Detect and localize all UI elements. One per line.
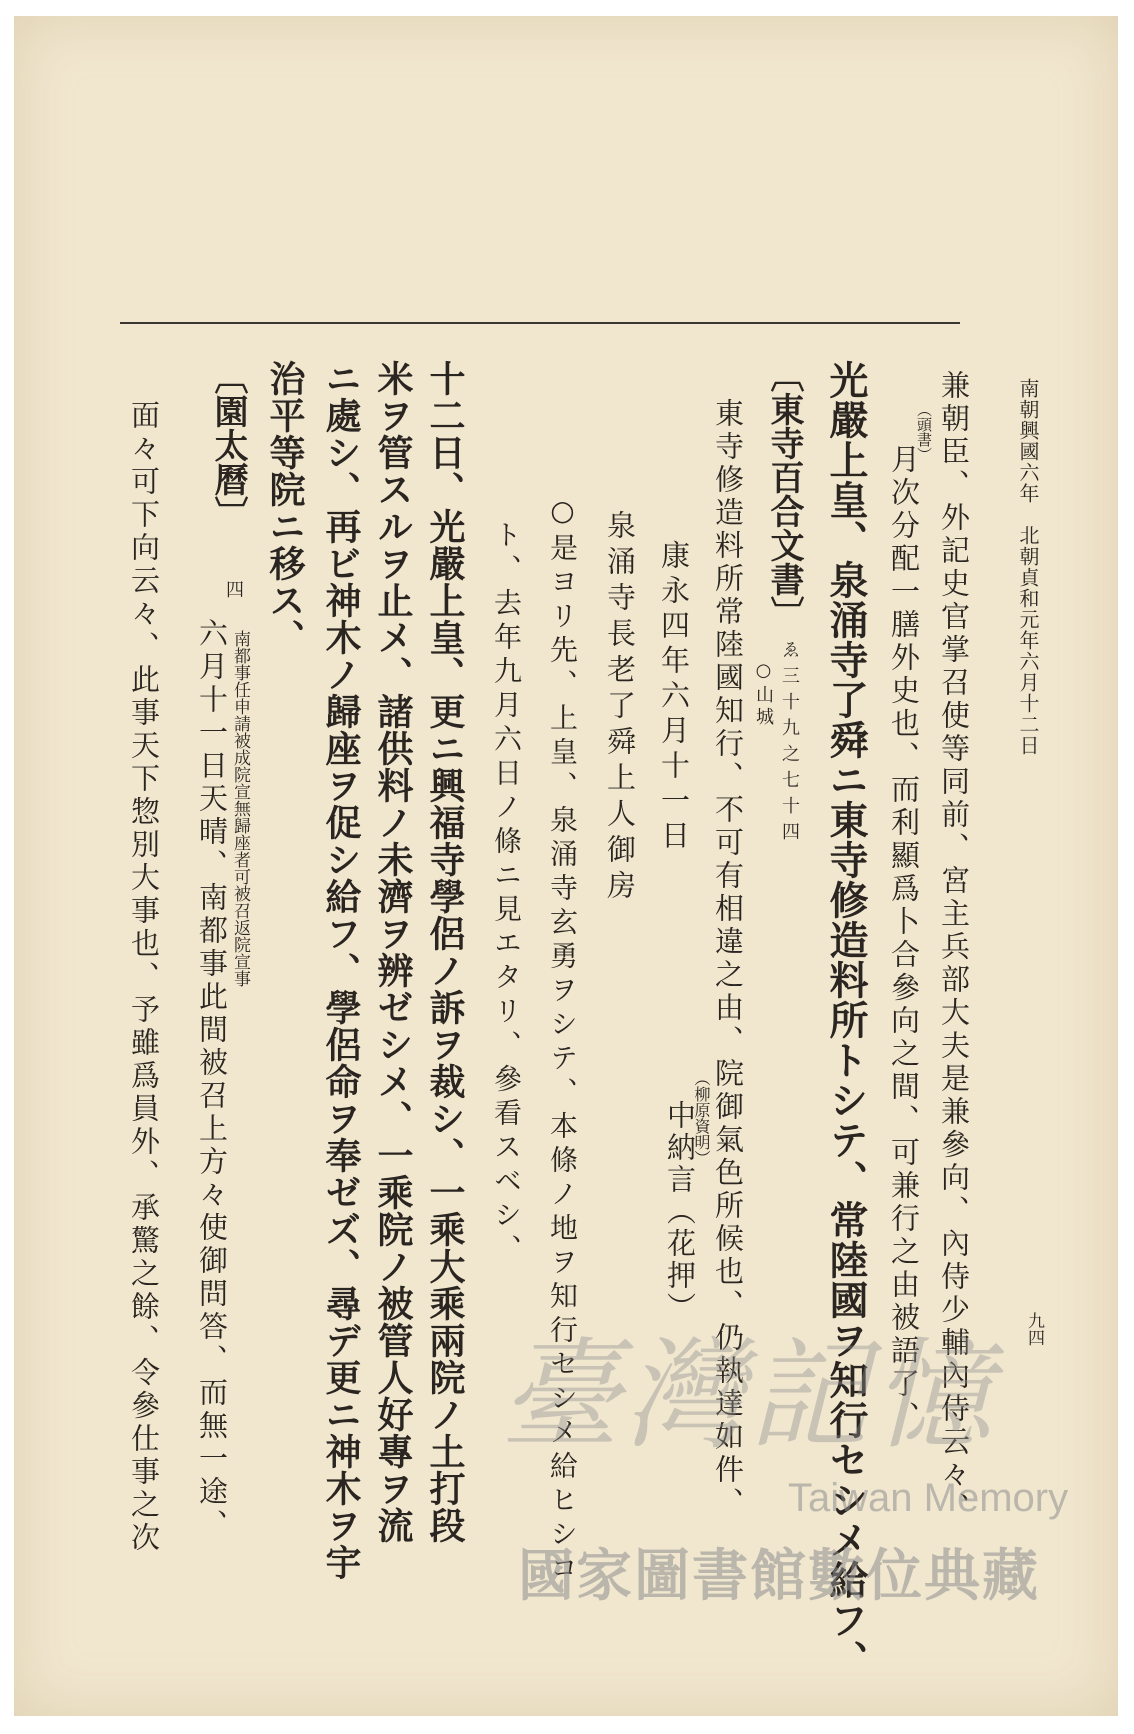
diary-line-1: 六月十一日天晴、南都事此間被召上方々使御問答、而無一途、	[195, 618, 229, 1542]
watermark-institution: 國家圖書館數位典藏	[518, 1544, 1040, 1609]
body-line-1: 兼朝臣、外記史官掌召使等同前、宮主兵部大夫是兼參向、內侍少輔內侍云々、	[937, 370, 971, 1525]
citation-toji-ref: ゑ三十九之七十四	[779, 640, 800, 848]
watermark-english: Taiwan Memory	[788, 1476, 1069, 1520]
note-head: （頭書）	[915, 402, 933, 462]
diary-line-2: 面々可下向云々、此事天下惣別大事也、予雖爲員外、承驚之餘、令參仕事之次	[127, 400, 161, 1555]
citation-sono-vol: 四	[223, 580, 244, 598]
citation-toji: 〔東寺百合文書〕	[764, 358, 804, 630]
signer-note: （柳原資明）	[692, 1070, 711, 1166]
nanto-note: 南都事任申請被成院宣無歸座者可被召返院宣事	[230, 630, 250, 987]
heading-kofukuji-4: 治平等院ニ移ス、	[264, 360, 306, 656]
running-title: 南朝興國六年 北朝貞和元年六月十二日	[1016, 378, 1040, 756]
citation-toji-ref2: ○山城	[753, 660, 774, 729]
date-line: 康永四年六月十一日	[657, 540, 691, 855]
watermark-logo: 臺灣記憶	[500, 1327, 996, 1466]
note-line-1: ○是ヨリ先、上皇、泉涌寺玄勇ヲシテ、本條ノ地ヲ知行セシメ給ヒシコ	[546, 494, 579, 1587]
heading-toji: 光嚴上皇、泉涌寺了舜ニ東寺修造料所トシテ、常陸國ヲ知行セシメ給フ、	[823, 360, 869, 1680]
body-line-2: 月次分配一膳外史也、而利顯爲卜合參向之間、可兼行之由被語了、	[887, 444, 921, 1434]
heading-kofukuji-1: 十二日、光嚴上皇、更ニ興福寺學侶ノ訴ヲ裁シ、一乘大乘兩院ノ土打段	[424, 360, 466, 1544]
page-number: 九四	[1024, 1312, 1044, 1346]
citation-sono: 〔園太曆〕	[208, 360, 248, 530]
header-rule	[120, 322, 960, 324]
addressee-line: 泉涌寺長老了舜上人御房	[603, 510, 637, 906]
heading-kofukuji-2: 米ヲ管スルヲ止メ、諸供料ノ未濟ヲ辨ゼシメ、一乘院ノ被管人好專ヲ流	[372, 360, 414, 1544]
heading-kofukuji-3: ニ處シ、再ビ神木ノ歸座ヲ促シ給フ、學侶命ヲ奉ゼズ、尋デ更ニ神木ヲ宇	[320, 360, 362, 1581]
note-line-2: ト、去年九月六日ノ條ニ見エタリ、參看スベシ、	[490, 520, 523, 1268]
signer: 中納言（花押）	[663, 1100, 697, 1324]
body-line-toji-doc: 東寺修造料所常陸國知行、不可有相違之由、院御氣色所候也、仍執達如件、	[711, 398, 745, 1520]
